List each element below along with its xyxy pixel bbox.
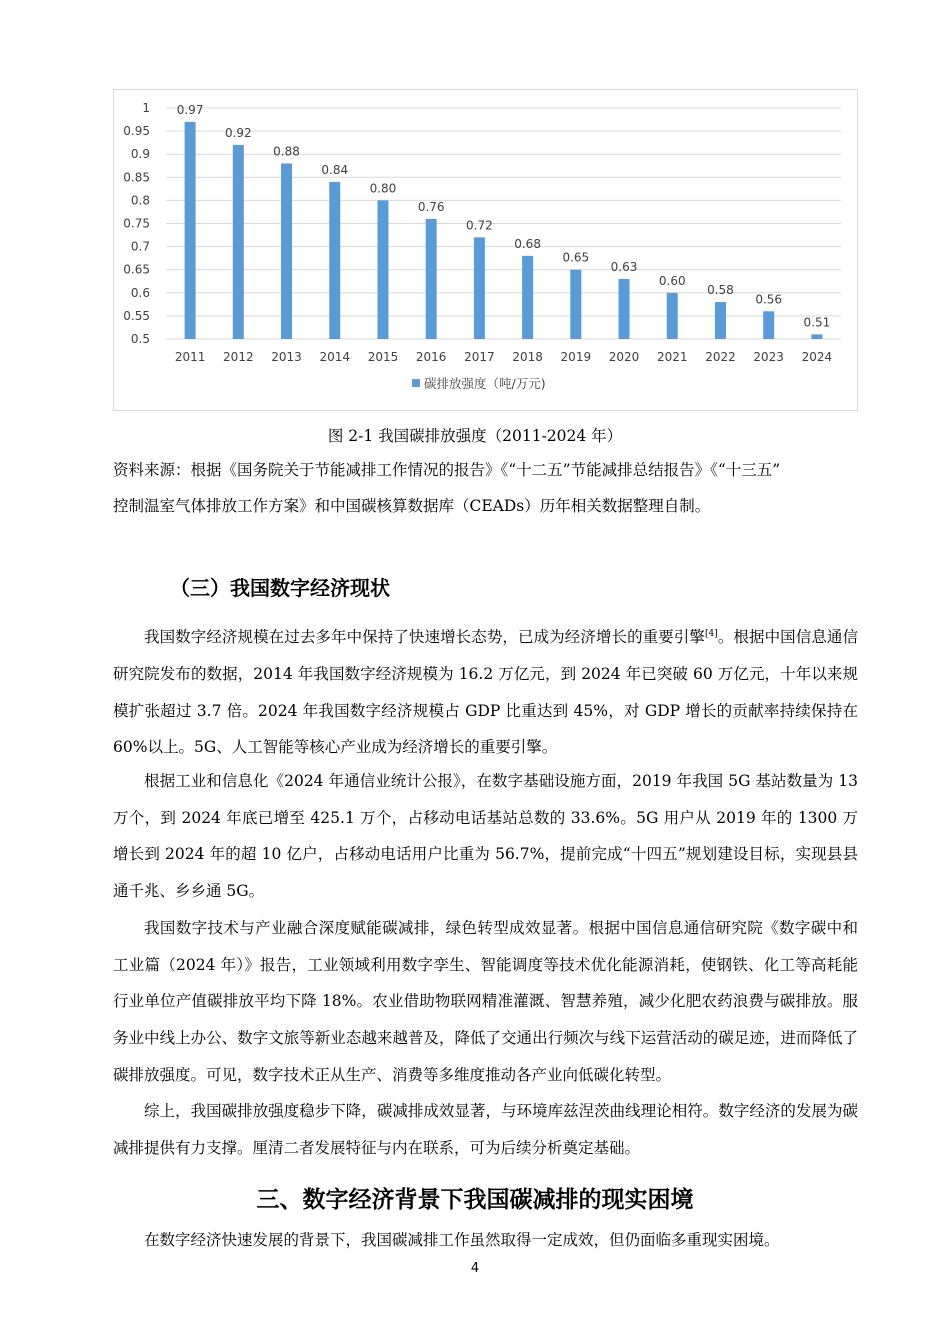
y-tick-label: 0.9 <box>130 147 150 162</box>
figure-source-line-1: 资料来源：根据《国务院关于节能减排工作情况的报告》《“十二五”节能减排总结报告》《“十三五” <box>113 461 781 479</box>
data-label: 0.72 <box>466 218 493 233</box>
x-tick-label: 2021 <box>656 350 688 364</box>
y-tick-label: 0.8 <box>130 193 150 208</box>
data-label: 0.58 <box>707 283 734 298</box>
bar <box>426 219 437 339</box>
data-label: 0.56 <box>755 292 783 307</box>
bar <box>377 200 388 339</box>
data-label: 0.51 <box>803 315 831 330</box>
citation-ref: [4] <box>704 629 718 639</box>
bar <box>570 270 581 339</box>
bar-chart <box>114 90 859 412</box>
data-label: 0.84 <box>321 162 349 177</box>
data-label: 0.76 <box>417 199 445 214</box>
y-tick-label: 0.85 <box>123 170 150 185</box>
bar <box>329 182 340 339</box>
y-tick-label: 0.55 <box>123 308 150 323</box>
figure-source-line-2: 控制温室气体排放工作方案》和中国碳核算数据库（CEADs）历年相关数据整理自制。 <box>113 497 711 515</box>
data-label: 0.60 <box>658 273 686 288</box>
paragraph-text: 我国数字经济规模在过去多年中保持了快速增长态势，已成为经济增长的重要引擎 <box>144 628 705 647</box>
figure-caption: 图 2-1 我国碳排放强度（2011-2024 年） <box>327 427 623 445</box>
data-label: 0.68 <box>514 236 541 251</box>
x-tick-label: 2024 <box>801 350 833 364</box>
page-number: 4 <box>470 1261 480 1276</box>
bar <box>233 145 244 339</box>
bar <box>811 334 822 339</box>
data-label: 0.97 <box>176 102 204 117</box>
paragraph-text: 。根据中国信息通信研究院发布的数据，2014 年我国数字经济规模为 16.2 万亿元，到 2024 年已突破 60 万亿元，十年以来规模扩张超过 3.7 倍。2024 年我国数字经济规模占 GDP 比重达到 45%，对 GDP 增长的贡献率持续保持在 60%以上。5G、人工智能等核心产业成为经济增长的重要引擎。 <box>113 628 858 757</box>
x-tick-label: 2016 <box>415 350 447 364</box>
bar <box>763 311 774 339</box>
y-tick-label: 1 <box>142 101 150 115</box>
legend-label: 碳排放强度（吨/万元) <box>424 376 546 391</box>
data-label: 0.80 <box>369 181 397 196</box>
x-tick-label: 2018 <box>512 350 543 364</box>
bar <box>281 163 292 339</box>
bar <box>667 293 678 339</box>
x-tick-label: 2015 <box>367 350 399 364</box>
paragraph-digital-tech-carbon: 我国数字技术与产业融合深度赋能碳减排，绿色转型成效显著。根据中国信息通信研究院《数字碳中和 工业篇（2024 年）》报告，工业领域利用数字孪生、智能调度等技术优化能源消耗，使钢铁、化工等高耗能行业单位产值碳排放平均下降 18%。农业借助物联网精准灌溉、智慧养殖，减少化肥农药浪费与碳排放。服务业中线上办公、数字文旅等新业态越来越普及，降低了交通出行频次与线下运营活动的碳足迹，进而降低了碳排放强度。可见，数字技术正从生产、消费等多维度推动各产业向低碳化转型。 <box>113 919 858 1084</box>
data-label: 0.63 <box>610 259 638 274</box>
chapter-heading: 三、数字经济背景下我国碳减排的现实困境 <box>256 1187 694 1213</box>
paragraph-5g-infrastructure: 根据工业和信息化《2024 年通信业统计公报》，在数字基础设施方面，2019 年我国 5G 基站数量为 13 万个，到 2024 年底已增至 425.1 万个，占移动电话基站总数的 33.6%。5G 用户从 2019 年的 1300 万增长到 2024 年的超 10 亿户，占移动电话用户比重为 56.7%，提前完成“十四五”规划建设目标，实现县县通千兆、乡乡通 5G。 <box>113 772 858 901</box>
x-tick-label: 2013 <box>271 350 302 364</box>
bar <box>715 302 726 339</box>
section-heading: （三）我国数字经济现状 <box>170 576 390 600</box>
x-tick-label: 2019 <box>560 350 592 364</box>
x-tick-label: 2022 <box>705 350 736 364</box>
paragraph-summary: 综上，我国碳排放强度稳步下降，碳减排成效显著，与环境库兹涅茨曲线理论相符。数字经济的发展为碳减排提供有力支撑。厘清二者发展特征与内在联系，可为后续分析奠定基础。 <box>113 1102 858 1157</box>
x-tick-label: 2020 <box>608 350 640 364</box>
y-tick-label: 0.95 <box>123 124 150 139</box>
x-tick-label: 2023 <box>753 350 784 364</box>
data-label: 0.88 <box>273 144 300 159</box>
chart-frame <box>113 89 858 411</box>
data-label: 0.65 <box>562 250 590 265</box>
x-tick-label: 2017 <box>464 350 495 364</box>
y-tick-label: 0.5 <box>130 332 150 346</box>
y-tick-label: 0.7 <box>130 239 150 254</box>
x-tick-label: 2011 <box>174 350 206 364</box>
x-tick-label: 2014 <box>319 350 351 364</box>
y-tick-label: 0.75 <box>123 216 150 231</box>
legend-swatch <box>412 379 420 387</box>
bar <box>619 279 630 339</box>
y-tick-label: 0.65 <box>123 262 150 277</box>
x-tick-label: 2012 <box>223 350 254 364</box>
bar <box>474 237 485 339</box>
y-tick-label: 0.6 <box>130 285 150 300</box>
paragraph-digital-economy-scale <box>113 616 858 766</box>
bar <box>522 256 533 339</box>
bar <box>185 122 196 339</box>
data-label: 0.92 <box>224 125 252 140</box>
paragraph-chapter-intro: 在数字经济快速发展的背景下，我国碳减排工作虽然取得一定成效，但仍面临多重现实困境。 <box>144 1231 780 1249</box>
